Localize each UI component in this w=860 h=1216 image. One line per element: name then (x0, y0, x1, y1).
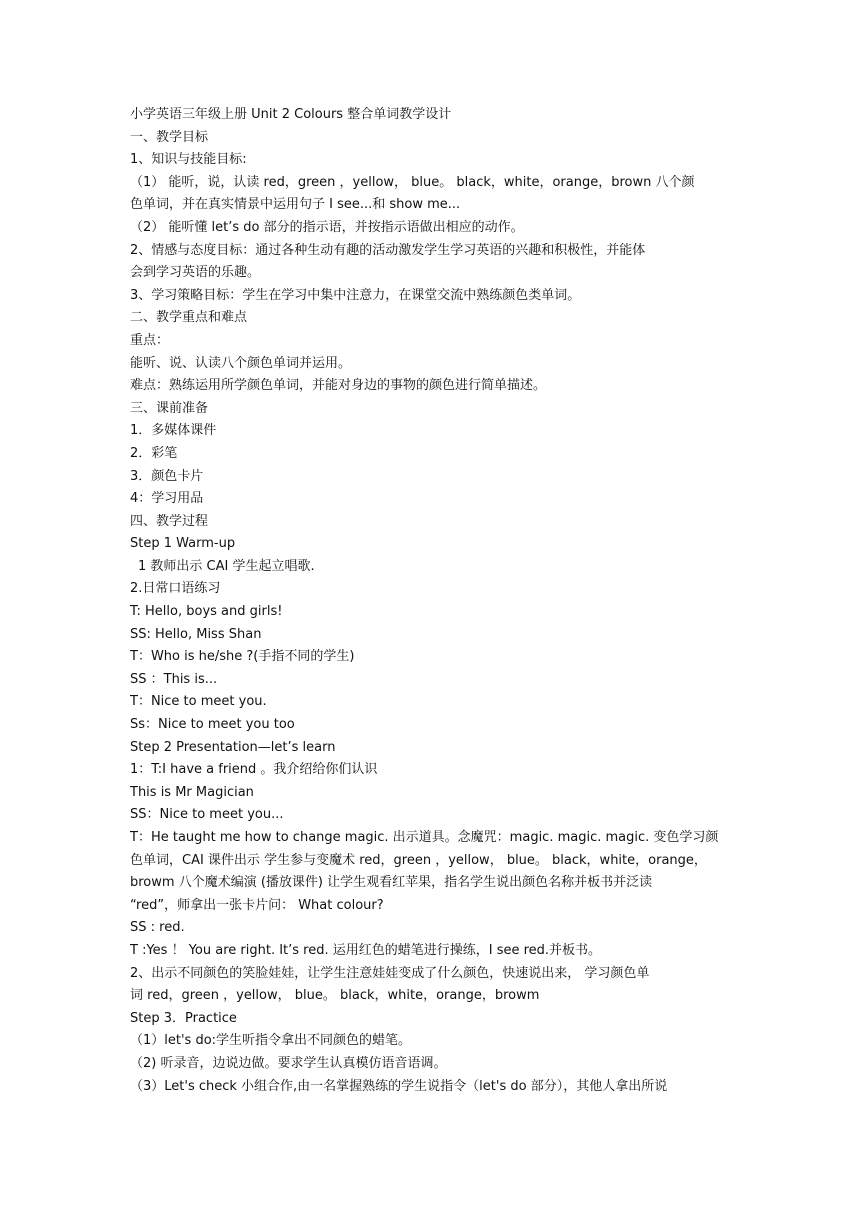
paragraph-line: （1） 能听，说，认读 red，green ，yellow， blue。 black，white，orange，brown 八个颜 (130, 174, 695, 190)
dialogue-line: SS ：This is... (130, 671, 218, 687)
list-item: 2．彩笔 (130, 445, 178, 461)
dialogue-line: SS: Hello, Miss Shan (130, 626, 262, 642)
dialogue-line: Ss：Nice to meet you too (130, 717, 295, 733)
dialogue-line: T: Hello, boys and girls! (130, 604, 283, 620)
paragraph-line: （1）let's do:学生听指令拿出不同颜色的蜡笔。 (130, 1033, 412, 1049)
paragraph-line: 会到学习英语的乐趣。 (130, 265, 261, 281)
paragraph-line: 2.日常口语练习 (130, 581, 221, 597)
step-heading: Step 3．Practice (130, 1010, 237, 1026)
section-heading: 三、课前准备 (130, 400, 209, 416)
paragraph-line: browm 八个魔术编演 (播放课件) 让学生观看红苹果，指名学生说出颜色名称并板书并泛读 (130, 875, 653, 891)
document-body (130, 104, 730, 1098)
step-heading: Step 2 Presentation—let’s learn (130, 739, 336, 755)
paragraph-line: 难点：熟练运用所学颜色单词，并能对身边的事物的颜色进行简单描述。 (130, 378, 547, 394)
doc-title: 小学英语三年级上册 Unit 2 Colours 整合单词教学设计 (130, 107, 452, 122)
paragraph-line: 色单词，并在真实情景中运用句子 I see...和 show me... (130, 197, 461, 213)
paragraph-line: 能听、说、认读八个颜色单词并运用。 (130, 355, 352, 371)
paragraph-line: 词 red，green ，yellow， blue。 black，white，orange，browm (130, 988, 540, 1004)
paragraph-line: 2、情感与态度目标：通过各种生动有趣的活动激发学生学习英语的兴趣和积极性，并能体 (130, 242, 646, 258)
paragraph-line: 2、出示不同颜色的笑脸娃娃，让学生注意娃娃变成了什么颜色，快速说出来， 学习颜色单 (130, 965, 650, 981)
step-heading: Step 1 Warm-up (130, 536, 236, 552)
section-heading: 一、教学目标 (130, 129, 209, 145)
paragraph-line: “red”，师拿出一张卡片问： What colour? (130, 897, 384, 913)
paragraph-line: 3、学习策略目标：学生在学习中集中注意力，在课堂交流中熟练颜色类单词。 (130, 287, 581, 303)
section-heading: 四、教学过程 (130, 513, 209, 529)
dialogue-line: This is Mr Magician (130, 784, 254, 800)
dialogue-line: SS：Nice to meet you... (130, 807, 284, 823)
dialogue-line: T：Who is he/she ?(手指不同的学生) (130, 649, 355, 665)
dialogue-line: SS : red. (130, 920, 185, 936)
paragraph-line: （3）Let's check 小组合作,由一名掌握熟练的学生说指令（let's do 部分），其他人拿出所说 (130, 1078, 668, 1094)
paragraph-line: 色单词，CAI 课件出示 学生参与变魔术 red，green ，yellow， blue。 black，white，orange， (130, 852, 707, 868)
list-item: 4：学习用品 (130, 491, 204, 507)
paragraph-line: 重点： (130, 332, 170, 348)
sub-heading: 1、知识与技能目标: (130, 152, 247, 168)
section-heading: 二、教学重点和难点 (130, 310, 248, 326)
dialogue-line: T：Nice to meet you. (130, 694, 267, 710)
paragraph-line: 1 教师出示 CAI 学生起立唱歌. (138, 558, 315, 574)
paragraph-line: T :Yes ！ You are right. It’s red. 运用红色的蜡笔进行操练，I see red.并板书。 (130, 942, 602, 958)
list-item: 3．颜色卡片 (130, 468, 204, 484)
paragraph-line: （2） 能听懂 let’s do 部分的指示语，并按指示语做出相应的动作。 (130, 219, 524, 235)
list-item: 1．多媒体课件 (130, 423, 217, 439)
paragraph-line: T：He taught me how to change magic. 出示道具。念魔咒：magic. magic. magic. 变色学习颜 (130, 830, 719, 845)
paragraph-line: （2) 听录音，边说边做。要求学生认真模仿语音语调。 (130, 1055, 447, 1071)
dialogue-line: 1：T:I have a friend 。我介绍给你们认识 (130, 762, 378, 778)
